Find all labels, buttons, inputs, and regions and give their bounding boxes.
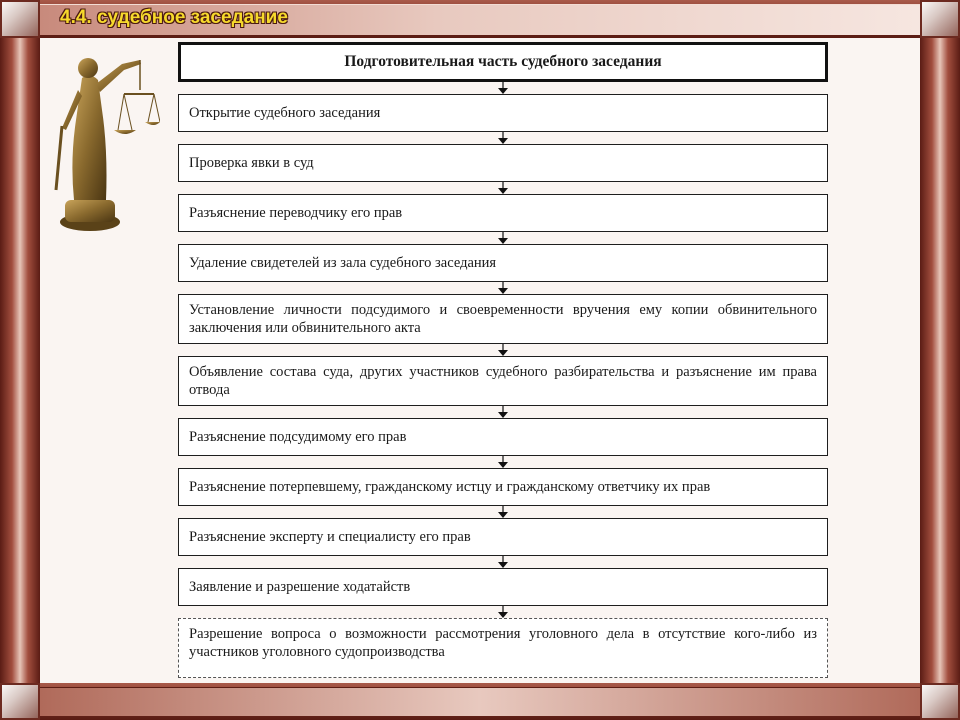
frame-left [0,38,40,683]
arrow-down-icon [496,344,510,356]
step-box-11 [178,618,828,678]
step-label-7: Разъяснение подсудимому его прав [189,429,407,445]
step-box-5 [178,294,828,344]
step-box-1 [178,94,828,132]
arrow-down-icon [496,282,510,294]
step-label-4: Удаление свидетелей из зала судебного заседания [189,255,497,271]
step-box-10 [178,568,828,606]
arrow-down-icon [496,606,510,618]
flowchart-header-label: Подготовительная часть судебного заседания [344,53,662,70]
flowchart-header [178,42,828,82]
corner-bottom-left [0,683,40,720]
step-box-6 [178,356,828,406]
step-label-10: Заявление и разрешение ходатайств [189,579,411,595]
step-label-3: Разъяснение переводчику его прав [189,205,403,221]
themis-statue-icon [50,50,160,235]
step-label-2: Проверка явки в суд [189,155,314,171]
arrow-down-icon [496,232,510,244]
step-box-3 [178,194,828,232]
step-label-5: Установление личности подсудимого и своевременности вручения ему копии обвинительного заключения или обвинительного акта [189,302,817,336]
corner-top-right [920,0,960,38]
arrow-down-icon [496,82,510,94]
arrow-down-icon [496,182,510,194]
step-label-8: Разъяснение потерпевшему, гражданскому истцу и гражданскому ответчику их прав [189,479,711,495]
step-box-7 [178,418,828,456]
arrow-down-icon [496,506,510,518]
step-label-6: Объявление состава суда, других участников судебного разбирательства и разъяснение им права отвода [189,364,817,398]
arrow-down-icon [496,456,510,468]
step-label-9: Разъяснение эксперту и специалисту его прав [189,529,471,545]
frame-right [920,38,960,683]
arrow-down-icon [496,132,510,144]
arrow-down-icon [496,556,510,568]
step-box-4 [178,244,828,282]
slide-title: 4.4. судебное заседание [60,7,288,28]
step-box-8 [178,468,828,506]
step-label-1: Открытие судебного заседания [189,105,381,121]
step-box-9 [178,518,828,556]
step-label-11: Разрешение вопроса о возможности рассмотрения уголовного дела в отсутствие кого-либо из участников уголовного судопроизводства [189,626,817,660]
arrow-down-icon [496,406,510,418]
corner-bottom-right [920,683,960,720]
corner-top-left [0,0,40,38]
bottom-bar [40,687,920,716]
step-box-2 [178,144,828,182]
